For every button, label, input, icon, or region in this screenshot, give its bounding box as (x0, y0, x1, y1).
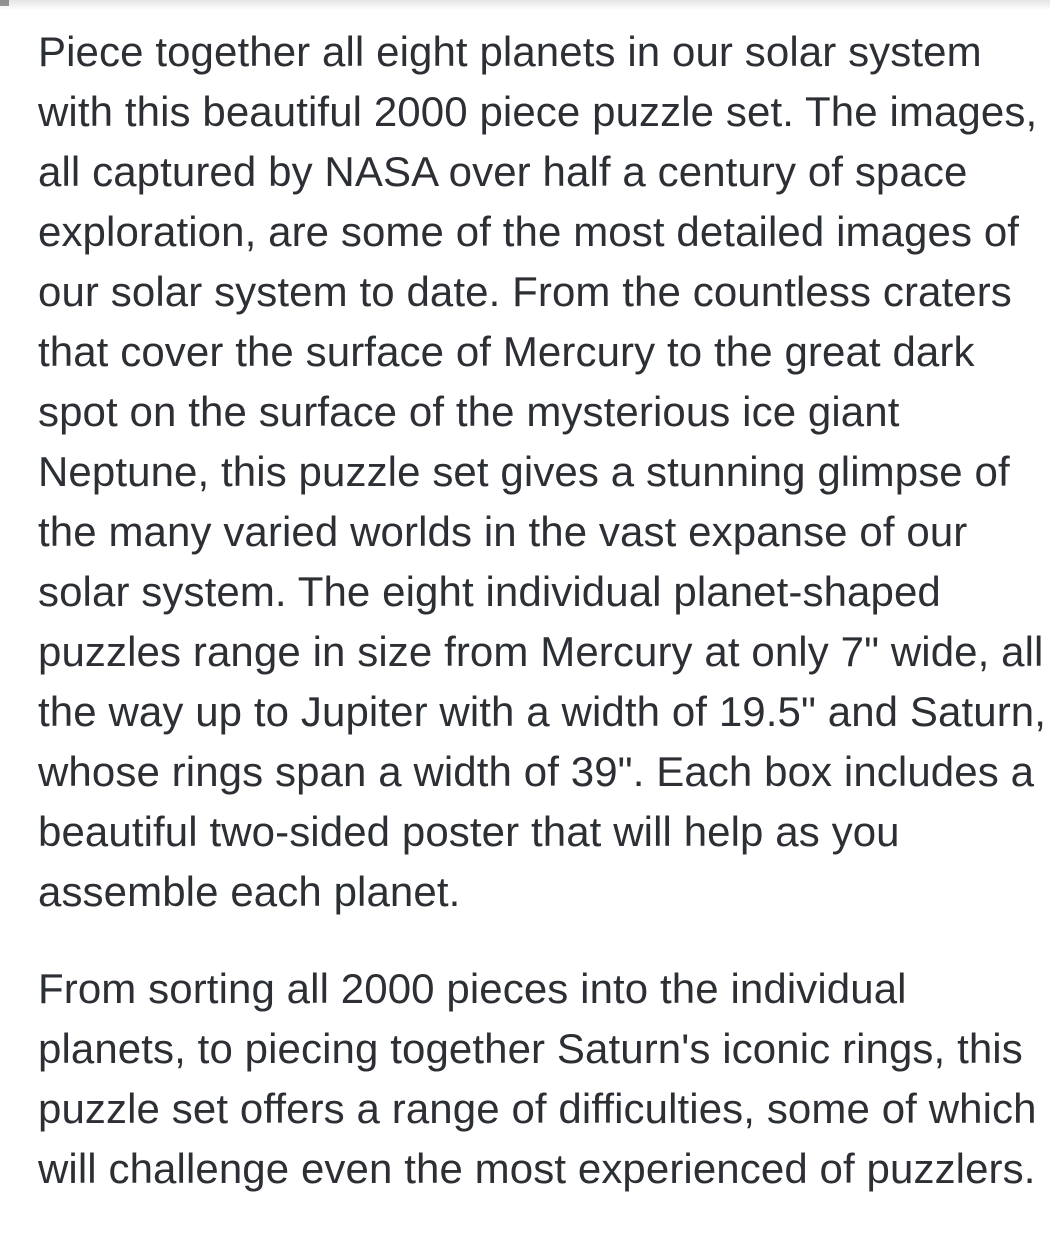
text-line: with this beautiful 2000 piece puzzle set. The images, (38, 88, 1038, 135)
text-line: puzzle set offers a range of difficulties, some of which (38, 1085, 1037, 1132)
text-line: the many varied worlds in the vast expanse of our (38, 508, 968, 555)
product-description (38, 22, 1047, 1199)
text-line: spot on the surface of the mysterious ice giant (38, 388, 900, 435)
text-line: that cover the surface of Mercury to the great dark (38, 328, 975, 375)
top-left-corner-mark (0, 0, 9, 6)
text-line: assemble each planet. (38, 868, 461, 915)
text-line: our solar system to date. From the countless craters (38, 268, 1012, 315)
text-line: exploration, are some of the most detailed images of (38, 208, 1020, 255)
text-line: whose rings span a width of 39". Each box includes a (38, 748, 1035, 795)
top-edge-shadow (0, 0, 1050, 10)
text-line: beautiful two-sided poster that will help as you (38, 808, 900, 855)
text-line: the way up to Jupiter with a width of 19.5" and Saturn, (38, 688, 1047, 735)
text-line: solar system. The eight individual planet-shaped (38, 568, 941, 615)
text-line: From sorting all 2000 pieces into the individual (38, 965, 907, 1012)
text-line: will challenge even the most experienced of puzzlers. (38, 1145, 1036, 1192)
text-line: all captured by NASA over half a century of space (38, 148, 968, 195)
text-line: planets, to piecing together Saturn's iconic rings, this (38, 1025, 1023, 1072)
description-paragraph-2 (38, 959, 1043, 1199)
text-line: Piece together all eight planets in our solar system (38, 28, 982, 75)
text-line: puzzles range in size from Mercury at only 7" wide, all (38, 628, 1044, 675)
description-paragraph-1 (38, 22, 1047, 922)
text-line: Neptune, this puzzle set gives a stunning glimpse of (38, 448, 1010, 495)
